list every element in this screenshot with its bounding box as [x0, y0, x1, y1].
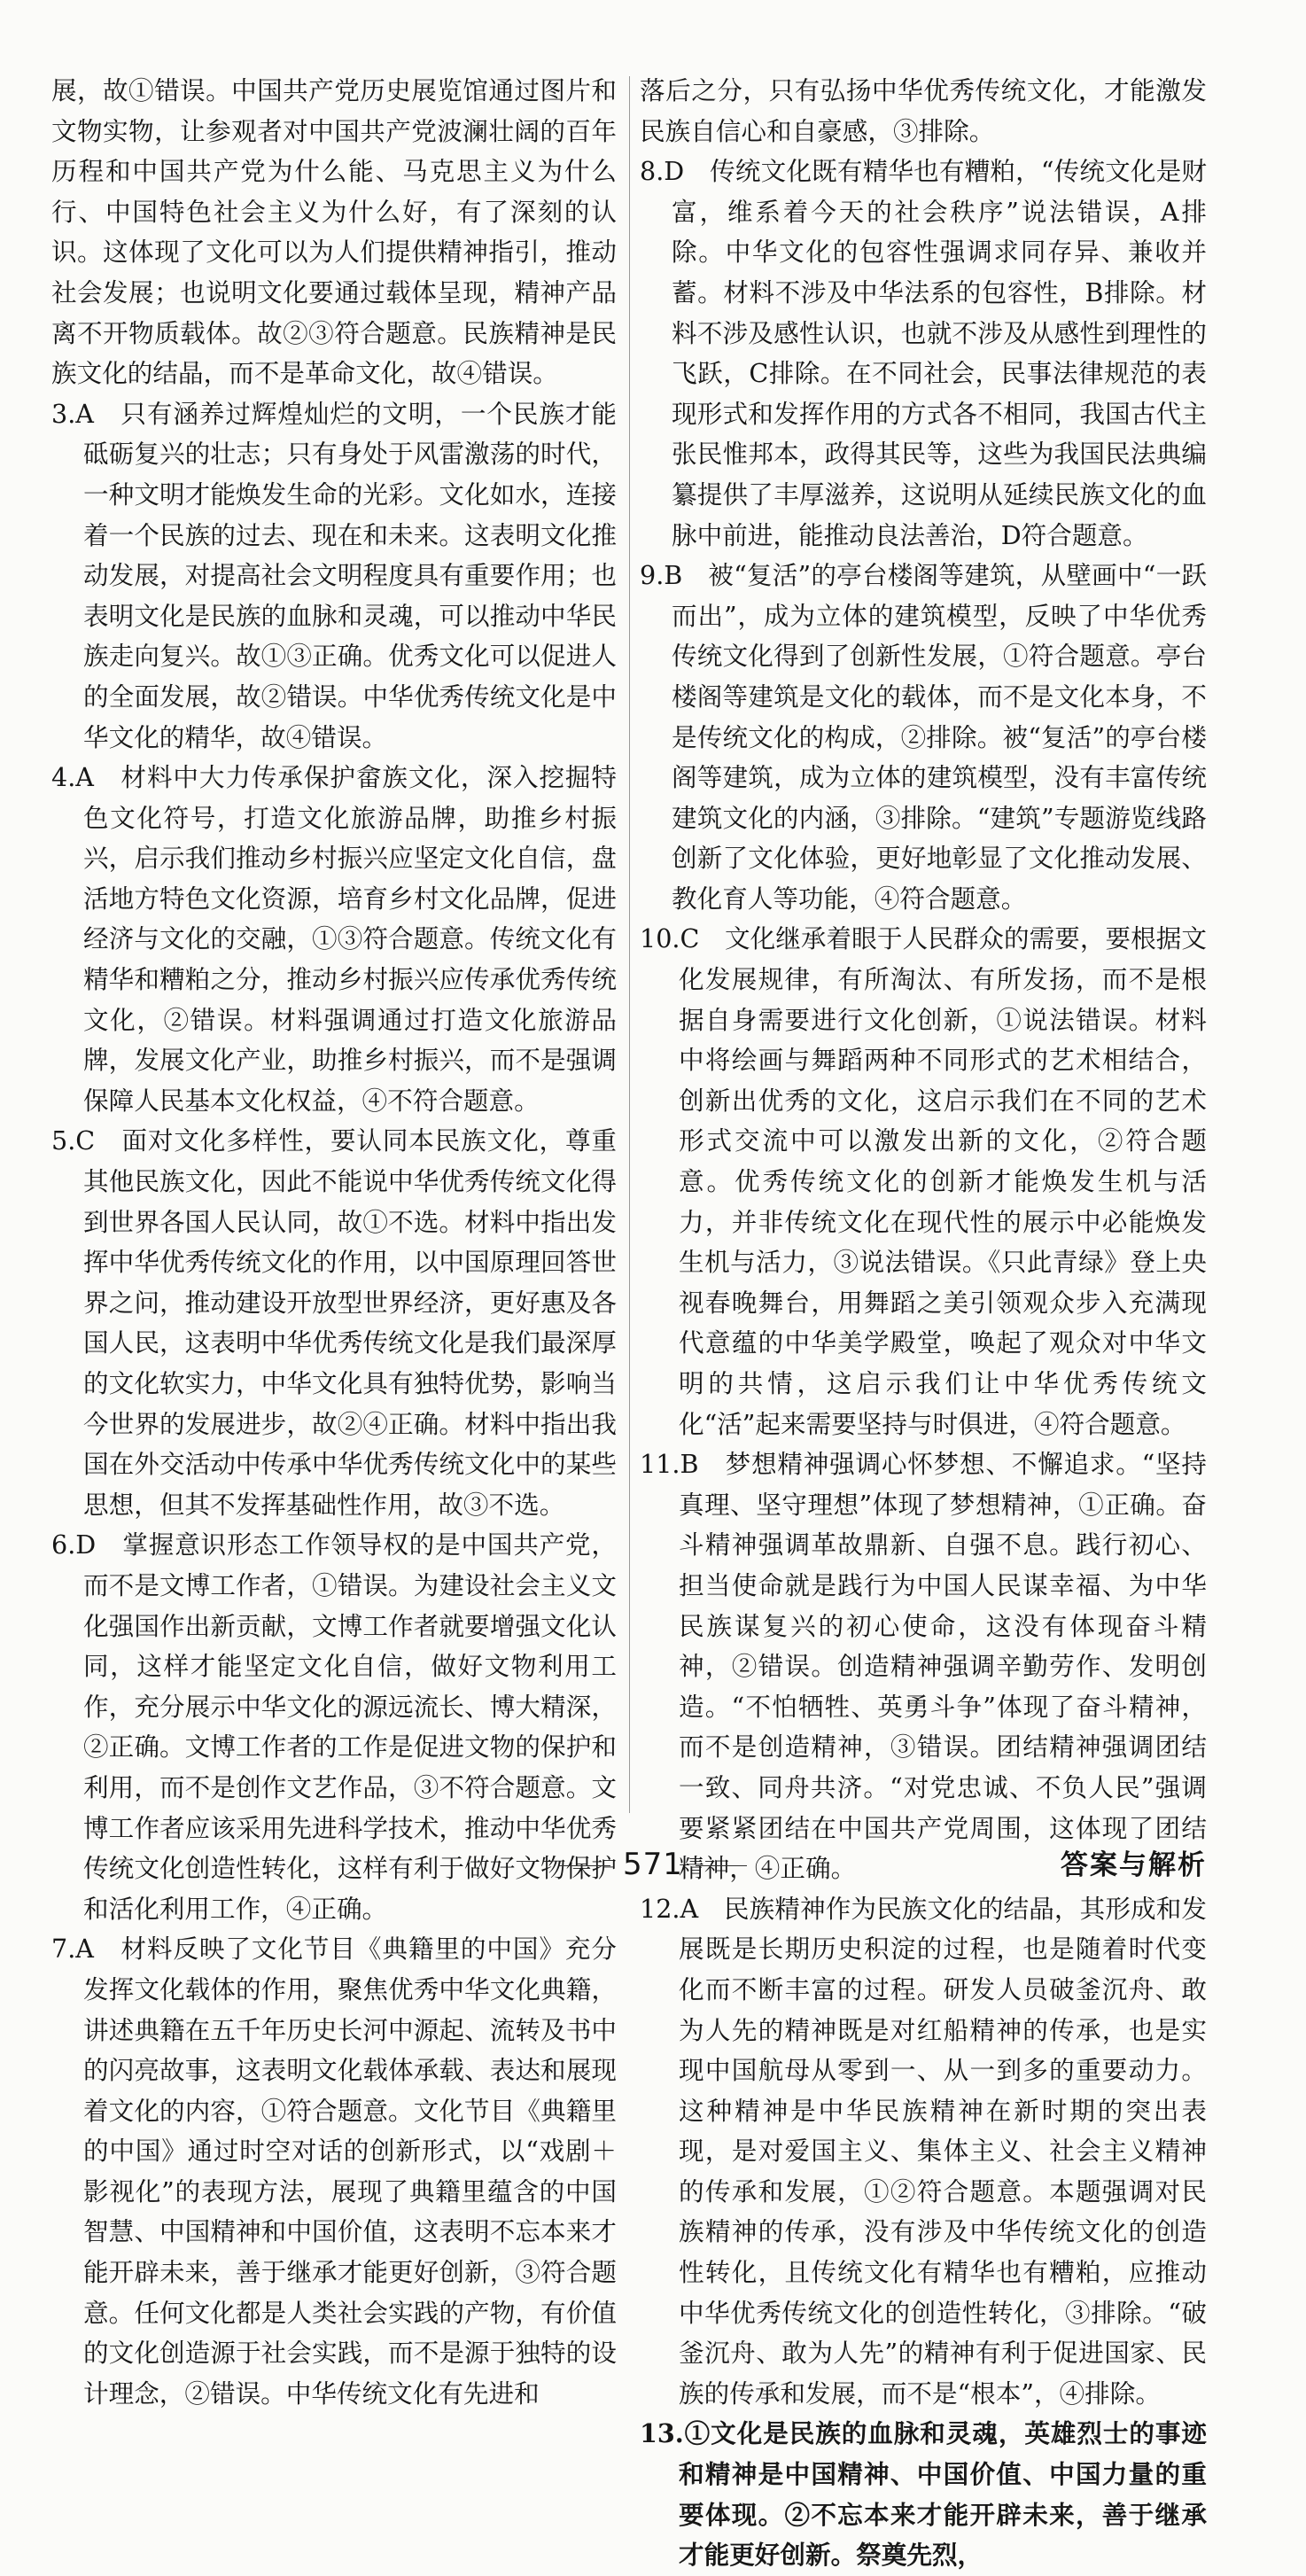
continued-paragraph: 展，故①错误。中国共产党历史展览馆通过图片和文物实物，让参观者对中国共产党波澜壮阔的百年历程和中国共产党为什么能、马克思主义为什么行、中国特色社会主义为什么好，有了深刻的认识。这体现了文化可以为人们提供精神指引，推动社会发展；也说明文化要通过载体呈现，精神产品离不开物质载体。故②③符合题意。民族精神是民族文化的结晶，而不是革命文化，故④错误。 — [51, 75, 617, 389]
answer-item-3: 3.A 只有涵养过辉煌灿烂的文明，一个民族才能砥砺复兴的壮志；只有身处于风雷激荡的时代，一种文明才能焕发生命的光彩。文化如水，连接着一个民族的过去、现在和未来。这表明文化推动发展，对提高社会文明程度具有重要作用；也表明文化是民族的血脉和灵魂，可以推动中华民族走向复兴。故①③正确。优秀文化可以促进人的全面发展，故②错误。中华优秀传统文化是中华文化的精华，故④错误。 — [51, 398, 617, 752]
left-column — [51, 71, 617, 2414]
dash-left — [559, 1865, 610, 1866]
answer-item-4: 4.A 材料中大力传承保护畲族文化，深入挖掘特色文化符号，打造文化旅游品牌，助推乡村振兴，启示我们推动乡村振兴应坚定文化自信，盘活地方特色文化资源，培育乡村文化品牌，促进经济与文化的交融，①③符合题意。传统文化有精华和糟粕之分，推动乡村振兴应传承优秀传统文化，②错误。材料强调通过打造文化旅游品牌，发展文化产业，助推乡村振兴，而不是强调保障人民基本文化权益，④不符合题意。 — [51, 762, 617, 1116]
answer-item-7: 7.A 材料反映了文化节目《典籍里的中国》充分发挥文化载体的作用，聚焦优秀中华文化典籍，讲述典籍在五千年历史长河中源起、流转及书中的闪亮故事，这表明文化载体承载、表达和展现着文化的内容，①符合题意。文化节目《典籍里的中国》通过时空对话的创新形式，以“戏剧＋影视化”的表现方法，展现了典籍里蕴含的中国智慧、中国精神和中国价值，这表明不忘本来才能开辟未来，善于继承才能更好创新，③符合题意。任何文化都是人类社会实践的产物，有价值的文化创造源于社会实践，而不是源于独特的设计理念，②错误。中华传统文化有先进和 — [51, 1934, 617, 2409]
answer-item-13: 13.①文化是民族的血脉和灵魂，英雄烈士的事迹和精神是中国精神、中国价值、中国力量的重要体现。②不忘本来才能开辟未来，善于继承才能更好创新。祭奠先烈， — [640, 2418, 1207, 2571]
answer-item-12: 12.A 民族精神作为民族文化的结晶，其形成和发展既是长期历史积淀的过程，也是随着时代变化而不断丰富的过程。研发人员破釜沉舟、敢为人先的精神既是对红船精神的传承，也是实现中国航母从零到一、从一到多的重要动力。这种精神是中华民族精神在新时期的突出表现，是对爱国主义、集体主义、社会主义精神的传承和发展，①②符合题意。本题强调对民族精神的传承，没有涉及中华传统文化的创造性转化，且传统文化有精华也有糟粕，应推动中华优秀传统文化的创造性转化，③排除。“破釜沉舟、敢为人先”的精神有利于促进国家、民族的传承和发展，而不是“根本”，④排除。 — [640, 1893, 1207, 2409]
answer-item-9: 9.B 被“复活”的亭台楼阁等建筑，从壁画中“一跃而出”，成为立体的建筑模型，反映了中华优秀传统文化得到了创新性发展，①符合题意。亭台楼阁等建筑是文化的载体，而不是文化本身，不是传统文化的构成，②排除。被“复活”的亭台楼阁等建筑，成为立体的建筑模型，没有丰富传统建筑文化的内涵，③排除。“建筑”专题游览线路创新了文化体验，更好地彰显了文化推动发展、教化育人等功能，④符合题意。 — [640, 560, 1207, 914]
page-number — [532, 1845, 774, 1884]
right-column — [640, 71, 1207, 2576]
column-divider — [629, 76, 630, 1813]
page-number-text: 571 — [623, 1847, 683, 1882]
answer-item-11: 11.B 梦想精神强调心怀梦想、不懈追求。“坚持真理、坚守理想”体现了梦想精神，①正确。奋斗精神强调革故鼎新、自强不息。践行初心、担当使命就是践行为中国人民谋幸福、为中华民族谋复兴的初心使命，这没有体现奋斗精神，②错误。创造精神强调辛勤劳作、发明创造。“不怕牺牲、英勇斗争”体现了奋斗精神，而不是创造精神，③错误。团结精神强调团结一致、同舟共济。“对党忠诚、不负人民”强调要紧紧团结在中国共产党周围，这体现了团结精神，④正确。 — [640, 1449, 1207, 1884]
section-title: 答案与解析 — [1061, 1849, 1207, 1881]
answer-item-6: 6.D 掌握意识形态工作领导权的是中国共产党，而不是文博工作者，①错误。为建设社会主义文化强国作出新贡献，文博工作者就要增强文化认同，这样才能坚定文化自信，做好文物利用工作，充分展示中华文化的源远流长、博大精深，②正确。文博工作者的工作是促进文物的保护和利用，而不是创作文艺作品，③不符合题意。文博工作者应该采用先进科学技术，推动中华优秀传统文化创造性转化，这样有利于做好文物保护和活化利用工作，④正确。 — [51, 1529, 617, 1924]
answer-item-5: 5.C 面对文化多样性，要认同本民族文化，尊重其他民族文化，因此不能说中华优秀传统文化得到世界各国人民认同，故①不选。材料中指出发挥中华优秀传统文化的作用，以中国原理回答世界之问，推动建设开放型世界经济，更好惠及各国人民，这表明中华优秀传统文化是我们最深厚的文化软实力，中华文化具有独特优势，影响当今世界的发展进步，故②④正确。材料中指出我国在外交活动中传承中华优秀传统文化中的某些思想，但其不发挥基础性作用，故③不选。 — [51, 1125, 617, 1520]
dash-right — [696, 1865, 747, 1866]
answer-item-8: 8.D 传统文化既有精华也有糟粕，“传统文化是财富，维系着今天的社会秩序”说法错误，A排除。中华文化的包容性强调求同存异、兼收并蓄。材料不涉及中华法系的包容性，B排除。材料不涉及感性认识，也就不涉及从感性到理性的飞跃，C排除。在不同社会，民事法律规范的表现形式和发挥作用的方式各不相同，我国古代主张民惟邦本，政得其民等，这些为我国民法典编纂提供了丰厚滋养，这说明从延续民族文化的血脉中前进，能推动良法善治，D符合题意。 — [640, 156, 1207, 550]
answer-item-10: 10.C 文化继承着眼于人民群众的需要，要根据文化发展规律，有所淘汰、有所发扬，而不是根据自身需要进行文化创新，①说法错误。材料中将绘画与舞蹈两种不同形式的艺术相结合，创新出优秀的文化，这启示我们在不同的艺术形式交流中可以激发出新的文化，②符合题意。优秀传统文化的创新才能焕发生机与活力，并非传统文化在现代性的展示中必能焕发生机与活力，③说法错误。《只此青绿》登上央视春晚舞台，用舞蹈之美引领观众步入充满现代意蕴的中华美学殿堂，唤起了观众对中华文明的共情，这启示我们让中华优秀传统文化“活”起来需要坚持与时俱进，④符合题意。 — [640, 923, 1207, 1439]
continued-paragraph: 落后之分，只有弘扬中华优秀传统文化，才能激发民族自信心和自豪感，③排除。 — [640, 75, 1207, 146]
